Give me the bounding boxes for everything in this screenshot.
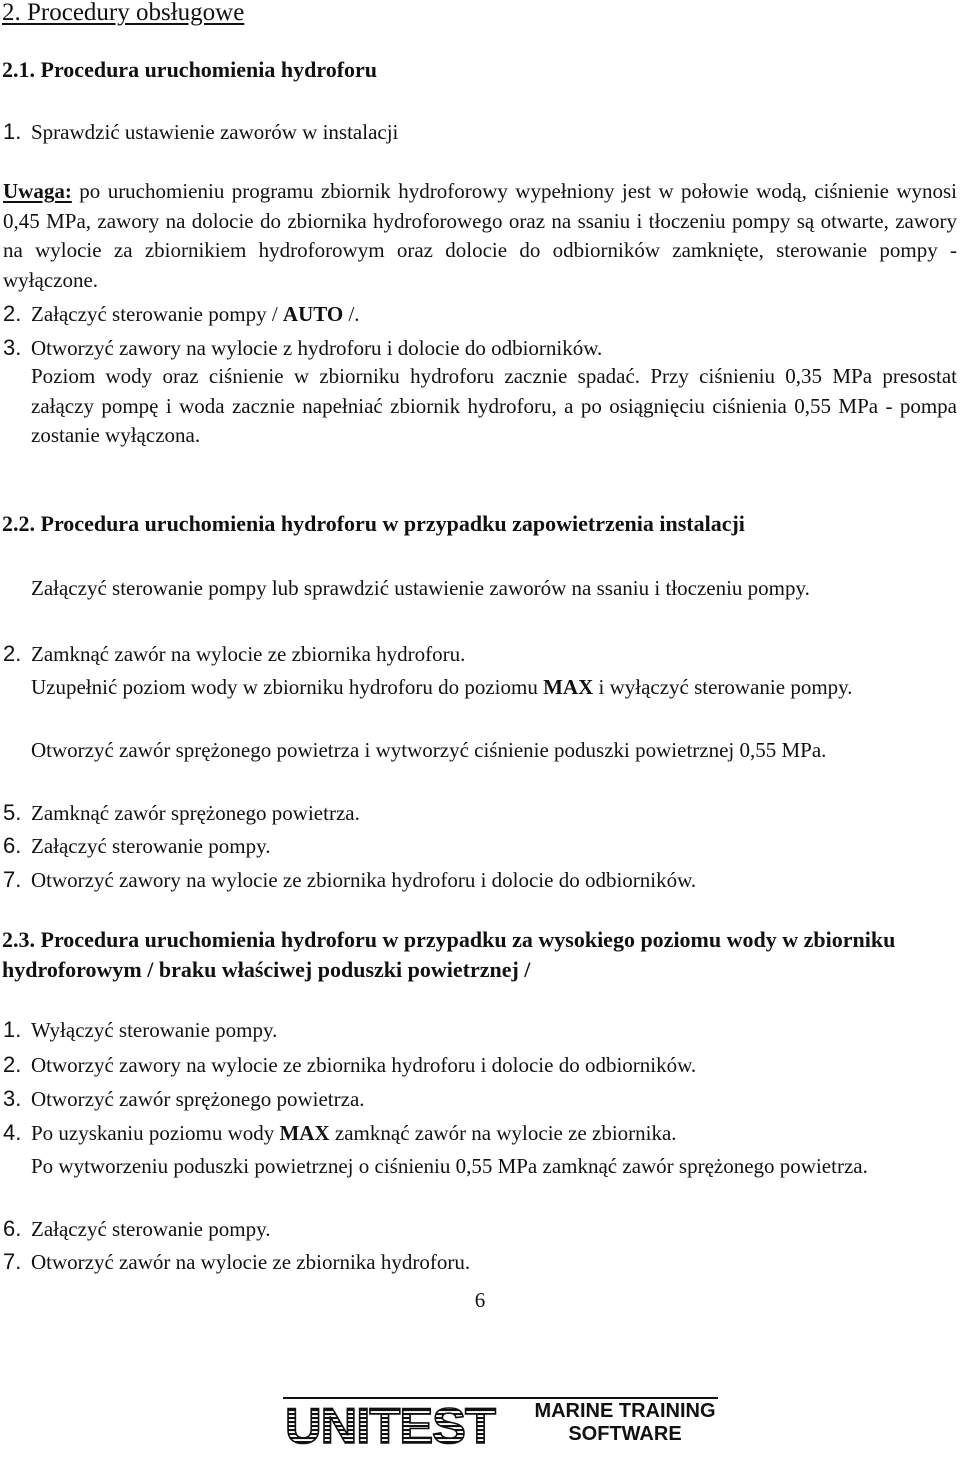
step-number: 1. <box>3 1017 22 1042</box>
step-text: Otworzyć zawory na wylocie ze zbiornika hydroforu i dolocie do odbiorników. <box>31 1053 697 1077</box>
max-keyword: MAX <box>279 1121 330 1145</box>
step-text: Otworzyć zawory na wylocie z hydroforu i dolocie do odbiorników. <box>31 336 603 360</box>
section-2-3-step-5 <box>3 1151 958 1182</box>
step-text: Otworzyć zawór na wylocie ze zbiornika hydroforu. <box>31 1250 471 1274</box>
section-2-2-step-6 <box>3 831 958 862</box>
step-text: Otworzyć zawory na wylocie ze zbiornika hydroforu i dolocie do odbiorników. <box>31 868 697 892</box>
step-text: Załączyć sterowanie pompy lub sprawdzić ustawienie zaworów na ssaniu i tłoczeniu pompy. <box>31 576 810 600</box>
step-number: 3. <box>3 1086 22 1111</box>
step-number: 2. <box>3 1052 22 1077</box>
step-text: Po uzyskaniu poziomu wody <box>31 1121 280 1145</box>
section-2-3-step-2 <box>3 1050 958 1081</box>
step-number: 2. <box>3 641 22 666</box>
step-text: Sprawdzić ustawienie zaworów w instalacji <box>31 120 399 144</box>
logo-wordmark: UNITEST <box>285 1398 496 1449</box>
section-2-3-step-1 <box>3 1015 958 1046</box>
note-label: Uwaga: <box>3 179 72 203</box>
step-number <box>3 573 31 603</box>
step-number: 7. <box>3 1249 22 1274</box>
tagline-line-2: SOFTWARE <box>568 1423 682 1445</box>
step-3-description: Poziom wody oraz ciśnienie w zbiorniku hydroforu zacznie spadać. Przy ciśnieniu 0,35 MPa presostat załączy pompę i woda zacznie napełniać zbiornik hydroforu, a po osiągnięciu ciśnienia 0,55 MPa - pompa zostanie wyłączona. <box>31 364 957 447</box>
step-text-end: zamknąć zawór na wylocie ze zbiornika. <box>329 1121 677 1145</box>
note-text: po uruchomieniu programu zbiornik hydroforowy wypełniony jest w połowie wodą, ciśnienie wynosi 0,45 MPa, zawory na dolocie do zbiornika hydroforowego oraz na ssaniu i tłoczeniu pompy są otwarte, zawory na wylocie za zbiornikiem hydroforowym oraz dolocie do odbiorników zamknięte, sterowanie pompy - wyłączone. <box>3 179 958 292</box>
tagline-line-1: MARINE TRAINING <box>534 1400 716 1422</box>
step-text: Załączyć sterowanie pompy / <box>31 302 283 326</box>
step-number: 5. <box>3 800 22 825</box>
step-text: Załączyć sterowanie pompy. <box>31 1217 271 1241</box>
unitest-wordmark-icon <box>283 1397 498 1449</box>
max-keyword: MAX <box>543 675 594 699</box>
step-text: Załączyć sterowanie pompy. <box>31 834 271 858</box>
chapter-heading: 2. Procedury obsługowe <box>2 0 245 26</box>
section-2-3-step-3 <box>3 1084 958 1115</box>
page-number: 6 <box>474 1288 486 1312</box>
step-text: Zamknąć zawór sprężonego powietrza. <box>31 801 360 825</box>
unitest-logo <box>283 1397 718 1449</box>
section-2-1-step-3 <box>3 333 958 364</box>
step-number: 4. <box>3 1120 22 1145</box>
section-2-2-step-5 <box>3 798 958 829</box>
step-text: Po wytworzeniu poduszki powietrznej o ciśnieniu 0,55 MPa zamknąć zawór sprężonego powietrza. <box>31 1154 868 1178</box>
logo-tagline <box>530 1400 720 1446</box>
step-number: 2. <box>3 301 22 326</box>
section-2-3-step-4 <box>3 1118 958 1149</box>
section-2-2-step-4 <box>3 735 958 766</box>
section-2-2-step-2 <box>3 639 958 670</box>
auto-keyword: AUTO <box>282 302 344 326</box>
section-2-2-title: 2.2. Procedura uruchomienia hydroforu w przypadku zapowietrzenia instalacji <box>2 511 745 536</box>
step-text-end: /. <box>343 302 360 326</box>
step-number: 7. <box>3 867 22 892</box>
section-2-1-title: 2.1. Procedura uruchomienia hydroforu <box>2 57 378 82</box>
step-text: Zamknąć zawór na wylocie ze zbiornika hydroforu. <box>31 642 466 666</box>
step-number <box>3 735 31 765</box>
step-number <box>3 672 31 702</box>
step-text: Uzupełnić poziom wody w zbiorniku hydroforu do poziomu <box>31 675 544 699</box>
note-paragraph <box>3 177 957 295</box>
section-2-2-step-7 <box>3 865 958 896</box>
section-2-2-step-1 <box>3 573 958 604</box>
step-text: Otworzyć zawór sprężonego powietrza i wytworzyć ciśnienie poduszki powietrznej 0,55 MPa. <box>31 738 827 762</box>
step-number <box>3 1151 31 1181</box>
step-number: 1. <box>3 119 22 144</box>
step-number: 6. <box>3 1216 22 1241</box>
section-2-2-step-3 <box>3 672 958 703</box>
step-text-end: i wyłączyć sterowanie pompy. <box>593 675 853 699</box>
step-text: Otworzyć zawór sprężonego powietrza. <box>31 1087 365 1111</box>
section-2-3-step-6 <box>3 1214 958 1245</box>
step-number: 6. <box>3 833 22 858</box>
step-number: 3. <box>3 335 22 360</box>
section-2-1-step-2 <box>3 299 958 330</box>
section-2-3-title: 2.3. Procedura uruchomienia hydroforu w przypadku za wysokiego poziomu wody w zbiorniku hydroforowym / braku właściwej poduszki powietrznej / <box>2 927 896 982</box>
section-2-1-step-1 <box>3 117 958 148</box>
section-2-3-step-7 <box>3 1247 958 1278</box>
step-text: Wyłączyć sterowanie pompy. <box>31 1018 278 1042</box>
